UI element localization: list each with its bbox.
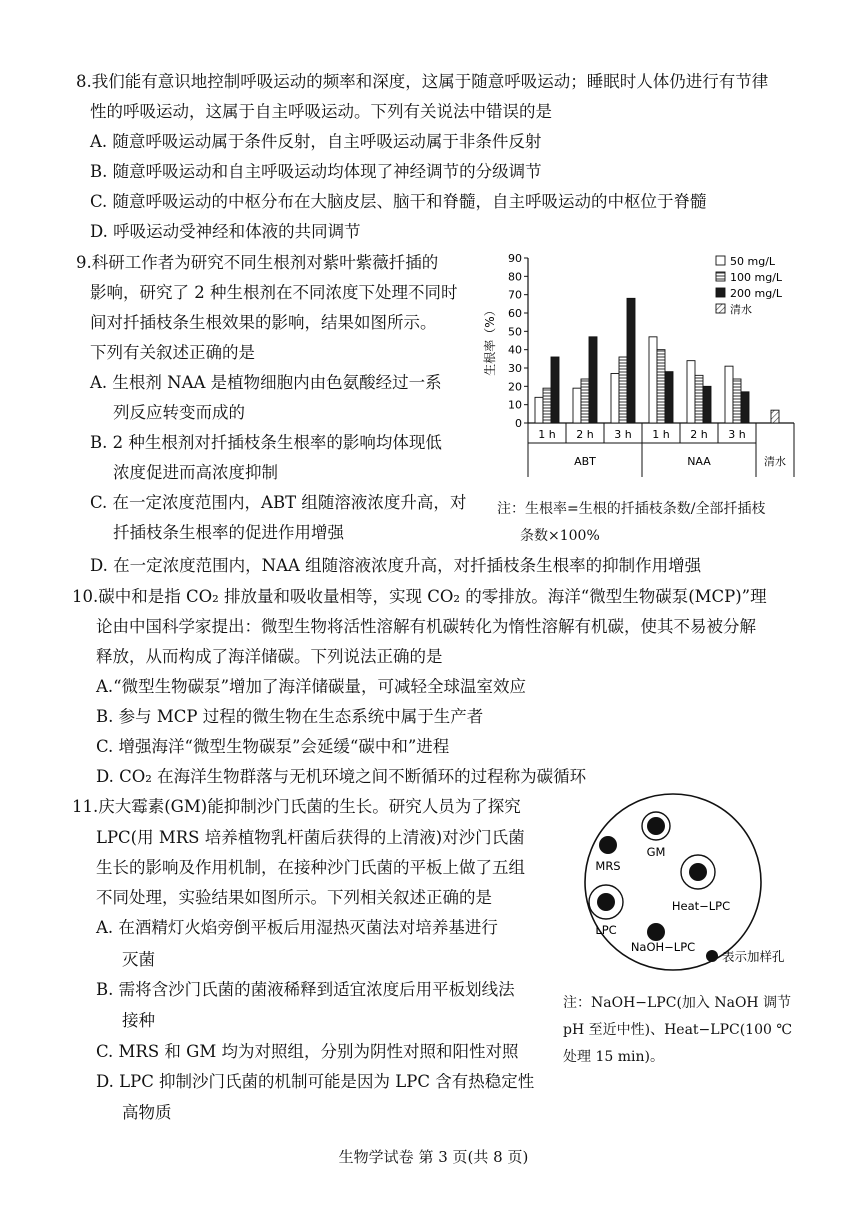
q11-option-c: C. MRS 和 GM 均为对照组，分别为阴性对照和阳性对照 [96, 1042, 519, 1061]
x-tick-label: 3 h [728, 428, 746, 441]
bar [649, 337, 657, 423]
label-mrs: MRS [595, 859, 621, 873]
bar [733, 379, 741, 423]
well-lpc [597, 893, 615, 911]
well-heat-lpc [689, 863, 707, 881]
q8-option-b: B. 随意呼吸运动和自主呼吸运动均体现了神经调节的分级调节 [90, 162, 542, 181]
q11-note-line3: 处理 15 min)。 [563, 1049, 664, 1065]
q9-option-a-line1: A. 生根剂 NAA 是植物细胞内由色氨酸经过一系 [90, 373, 442, 392]
label-naoh-lpc: NaOH−LPC [630, 940, 696, 954]
page-footer: 生物学试卷 第 3 页(共 8 页) [338, 1148, 529, 1166]
q9-stem-line1: 9.科研工作者为研究不同生根剂对紫叶紫薇扦插的 [76, 253, 439, 272]
bar [535, 397, 543, 423]
y-tick-label: 90 [508, 252, 522, 265]
well-naoh-lpc [647, 923, 665, 941]
y-tick-label: 70 [508, 288, 522, 302]
legend-label: 50 mg/L [730, 255, 776, 268]
bar [619, 357, 627, 423]
q10-stem-line1: 10.碳中和是指 CO₂ 排放量和吸收量相等，实现 CO₂ 的零排放。海洋“微型生物碳泵(MCP)”理 [72, 587, 767, 606]
y-tick-label: 20 [508, 380, 522, 394]
q11-option-d-line2: 高物质 [122, 1103, 172, 1122]
legend-label: 清水 [730, 303, 752, 316]
q9-option-c-line2: 扦插枝条生根率的促进作用增强 [113, 523, 344, 542]
x-group-label: 清水 [764, 455, 786, 468]
q10-stem-line2: 论由中国科学家提出：微型生物将活性溶解有机碳转化为惰性溶解有机碳，使其不易被分解 [96, 617, 756, 636]
q10-option-b: B. 参与 MCP 过程的微生物在生态系统中属于生产者 [96, 707, 484, 726]
bar [703, 386, 711, 423]
q8-option-c: C. 随意呼吸运动的中枢分布在大脑皮层、脑干和脊髓，自主呼吸运动的中枢位于脊髓 [90, 192, 707, 211]
bar [543, 388, 551, 423]
bar [551, 357, 559, 423]
y-tick-label: 0 [515, 417, 522, 430]
q11-stem-line2: LPC(用 MRS 培养植物乳杆菌后获得的上清液)对沙门氏菌 [96, 828, 525, 847]
q11-option-d-line1: D. LPC 抑制沙门氏菌的机制可能是因为 LPC 含有热稳定性 [96, 1072, 535, 1091]
label-heat-lpc: Heat−LPC [671, 899, 731, 913]
petri-plate-diagram [560, 790, 865, 975]
q9-option-b-line1: B. 2 种生根剂对扦插枝条生根率的影响均体现低 [90, 433, 442, 452]
q8-stem-line1: 8.我们能有意识地控制呼吸运动的频率和深度，这属于随意呼吸运动；睡眠时人体仍进行有节律 [76, 72, 769, 91]
bar [589, 337, 597, 423]
bar [581, 379, 589, 423]
legend-label: 200 mg/L [730, 287, 783, 300]
x-tick-label: 2 h [576, 428, 594, 441]
q9-option-a-line2: 列反应转变而成的 [113, 403, 245, 422]
legend-well-icon [706, 950, 718, 962]
q11-note-line1: 注：NaOH−LPC(加入 NaOH 调节 [563, 995, 792, 1011]
legend-swatch [716, 256, 725, 265]
bar [695, 375, 703, 423]
q9-option-c-line1: C. 在一定浓度范围内，ABT 组随溶液浓度升高，对 [90, 493, 467, 512]
q10-option-a: A.“微型生物碳泵”增加了海洋储碳量，可减轻全球温室效应 [96, 677, 527, 696]
q11-stem-line4: 不同处理，实验结果如图所示。下列相关叙述正确的是 [96, 888, 492, 907]
legend-swatch [716, 272, 725, 281]
legend-label: 100 mg/L [730, 271, 783, 284]
q11-note-line2: pH 至近中性)、Heat−LPC(100 ℃ [563, 1022, 793, 1038]
q9-chart-note-line2: 条数×100% [520, 528, 600, 544]
legend-swatch [716, 304, 725, 313]
y-tick-label: 60 [508, 307, 522, 320]
bar [725, 366, 733, 423]
q11-option-a-line1: A. 在酒精灯火焰旁倒平板后用湿热灭菌法对培养基进行 [96, 918, 498, 937]
q9-option-b-line2: 浓度促进而高浓度抑制 [113, 463, 278, 482]
bar [771, 410, 779, 423]
q8-option-a: A. 随意呼吸运动属于条件反射，自主呼吸运动属于非条件反射 [90, 132, 542, 151]
q10-stem-line3: 释放，从而构成了海洋储碳。下列说法正确的是 [96, 647, 443, 666]
label-gm: GM [646, 845, 666, 859]
bar [573, 388, 581, 423]
q10-option-c: C. 增强海洋“微型生物碳泵”会延缓“碳中和”进程 [96, 737, 450, 756]
y-tick-label: 30 [508, 362, 522, 375]
q11-option-b-line2: 接种 [122, 1011, 155, 1030]
chart-y-axis-label: 生根率（%） [483, 304, 497, 376]
y-tick-label: 50 [508, 325, 522, 339]
bar [687, 361, 695, 423]
y-tick-label: 10 [508, 398, 522, 412]
y-tick-label: 40 [508, 343, 522, 357]
well-gm [647, 817, 665, 835]
bar [665, 372, 673, 423]
rooting-rate-chart [478, 248, 818, 483]
x-tick-label: 2 h [690, 428, 708, 441]
x-tick-label: 1 h [652, 428, 670, 441]
q10-option-d: D. CO₂ 在海洋生物群落与无机环境之间不断循环的过程称为碳循环 [96, 767, 587, 786]
legend-text: 表示加样孔 [722, 949, 785, 964]
q11-stem-line1: 11.庆大霉素(GM)能抑制沙门氏菌的生长。研究人员为了探究 [72, 797, 521, 816]
x-tick-label: 3 h [614, 428, 632, 441]
legend-swatch [716, 288, 725, 297]
q11-stem-line3: 生长的影响及作用机制，在接种沙门氏菌的平板上做了五组 [96, 858, 525, 877]
q8-option-d: D. 呼吸运动受神经和体液的共同调节 [90, 222, 361, 241]
x-group-label: NAA [687, 455, 711, 468]
q9-chart-note-line1: 注：生根率=生根的扦插枝条数/全部扦插枝 [497, 501, 766, 517]
q9-option-d: D. 在一定浓度范围内，NAA 组随溶液浓度升高，对扦插枝条生根率的抑制作用增强 [90, 556, 702, 575]
q11-option-a-line2: 灭菌 [122, 950, 155, 969]
bar [657, 350, 665, 423]
q9-stem-line4: 下列有关叙述正确的是 [90, 343, 255, 362]
bar [741, 392, 749, 423]
x-group-label: ABT [574, 455, 596, 468]
y-tick-label: 80 [508, 270, 522, 284]
well-mrs [599, 836, 617, 854]
bar [611, 374, 619, 424]
bar [627, 298, 635, 423]
q8-stem-line2: 性的呼吸运动，这属于自主呼吸运动。下列有关说法中错误的是 [90, 102, 552, 121]
q11-option-b-line1: B. 需将含沙门氏菌的菌液稀释到适宜浓度后用平板划线法 [96, 980, 515, 999]
q9-stem-line2: 影响，研究了 2 种生根剂在不同浓度下处理不同时 [90, 283, 458, 302]
label-lpc: LPC [595, 923, 617, 937]
q9-stem-line3: 间对扦插枝条生根效果的影响，结果如图所示。 [90, 313, 437, 332]
x-tick-label: 1 h [538, 428, 556, 441]
